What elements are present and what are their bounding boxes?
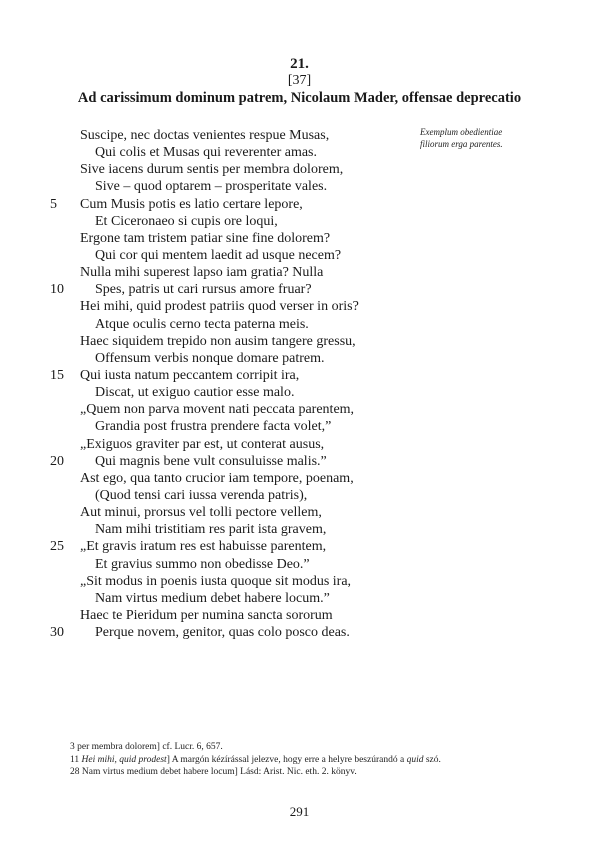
poem-title: Ad carissimum dominum patrem, Nicolaum Mader, offensae deprecatio [77, 90, 522, 106]
poem-line [0, 350, 599, 367]
line-text: Qui cor qui mentem laedit ad usque necem? [95, 247, 342, 263]
footnotes [70, 741, 540, 779]
line-text: Suscipe, nec doctas venientes respue Musas, [80, 128, 330, 143]
poem-line [0, 196, 599, 213]
poem-line [0, 230, 599, 247]
poem-line [0, 367, 599, 384]
line-text: Et gravius summo non obedisse Deo.” [95, 556, 310, 572]
poem-line [0, 470, 599, 487]
footnote-lemma: Hei mihi, quid prodest [81, 754, 167, 765]
poem-line [0, 144, 599, 161]
margin-note-line: Exemplum obedientiae [420, 127, 503, 137]
line-text: Haec siquidem trepido non ausim tangere gressu, [80, 333, 356, 349]
poem-body [0, 127, 599, 641]
line-text: „Et gravis iratum res est habuisse parentem, [80, 539, 327, 555]
line-text: „Exiguos graviter par est, ut conterat ausus, [80, 436, 325, 452]
line-number: 15 [50, 367, 64, 383]
line-text: Hei mihi, quid prodest patriis quod verser in oris? [80, 299, 359, 315]
line-text: Grandia post frustra prendere facta volet,” [95, 419, 332, 435]
line-text: Nulla mihi superest lapso iam gratia? Nulla [80, 265, 324, 281]
poem-line [0, 384, 599, 401]
line-text: „Quem non parva movent nati peccata parentem, [80, 402, 355, 418]
line-text: Qui colis et Musas qui reverenter amas. [95, 145, 317, 161]
line-text: Offensum verbis nonque domare patrem. [95, 350, 325, 366]
line-text: Sive iacens durum sentis per membra dolorem, [80, 162, 344, 178]
poem-line [0, 281, 599, 298]
poem-line [0, 453, 599, 470]
footnote-28: 28 Nam virtus medium debet habere locum] Lásd: Arist. Nic. eth. 2. könyv. [70, 767, 357, 777]
line-number: 5 [50, 196, 57, 212]
poem-line [0, 538, 599, 555]
line-text: Qui magnis bene vult consuluisse malis.” [95, 453, 327, 469]
poem-line [0, 504, 599, 521]
line-text: Atque oculis cerno tecta paterna meis. [95, 316, 309, 332]
poem-line [0, 298, 599, 315]
poem-line [0, 401, 599, 418]
line-text: „Sit modus in poenis iusta quoque sit modus ira, [80, 573, 352, 589]
poem-line [0, 521, 599, 538]
page-number: 291 [289, 804, 310, 819]
poem-line [0, 418, 599, 435]
poem-line [0, 127, 599, 144]
poem-line [0, 264, 599, 281]
poem-line [0, 487, 599, 504]
margin-note-line: filiorum erga parentes. [420, 139, 503, 149]
poem-line [0, 573, 599, 590]
footnote-11 [70, 754, 540, 767]
footnote-3: 3 per membra dolorem] cf. Lucr. 6, 657. [70, 742, 223, 752]
line-text: Spes, patris ut cari rursus amore fruar? [95, 282, 312, 298]
poem-line [0, 316, 599, 333]
line-text: Sive – quod optarem – prosperitate vales. [95, 179, 328, 195]
line-text: Ergone tam tristem patiar sine fine dolorem? [80, 230, 331, 246]
line-text: Perque novem, genitor, quas colo posco deas. [95, 625, 350, 641]
poem-line [0, 333, 599, 350]
footnote-text-end: szó. [423, 754, 441, 765]
line-number: 20 [50, 453, 64, 469]
footnote-ref: 11 [70, 754, 82, 765]
footnote-text: ] A margón kézírással jelezve, hogy erre a helyre beszúrandó a [166, 754, 407, 765]
line-text: Cum Musis potis es latio certare lepore, [80, 196, 303, 212]
poem-line [0, 178, 599, 195]
poem-line [0, 436, 599, 453]
line-text: Haec te Pieridum per numina sancta sororum [80, 607, 333, 623]
line-text: Et Ciceronaeo si cupis ore loqui, [95, 213, 278, 229]
poem-line [0, 213, 599, 230]
footnote-word: quid [406, 754, 424, 765]
poem-original-number: [37] [287, 73, 312, 88]
line-text: Nam mihi tristitiam res parit ista gravem, [95, 522, 327, 538]
line-text: (Quod tensi cari iussa verenda patris), [95, 487, 308, 503]
poem-line [0, 624, 599, 641]
poem-line [0, 590, 599, 607]
poem-line [0, 556, 599, 573]
line-number: 25 [50, 539, 64, 555]
line-text: Aut minui, prorsus vel tolli pectore vellem, [80, 505, 322, 521]
line-text: Discat, ut exiguo cautior esse malo. [95, 385, 295, 401]
poem-number: 21. [290, 56, 309, 72]
line-number: 10 [50, 282, 64, 298]
line-text: Qui iusta natum peccantem corripit ira, [80, 367, 300, 383]
line-text: Ast ego, qua tanto crucior iam tempore, poenam, [80, 470, 354, 486]
line-text: Nam virtus medium debet habere locum.” [95, 590, 330, 606]
line-number: 30 [50, 625, 64, 641]
poem-line [0, 247, 599, 264]
poem-line [0, 161, 599, 178]
poem-line [0, 607, 599, 624]
